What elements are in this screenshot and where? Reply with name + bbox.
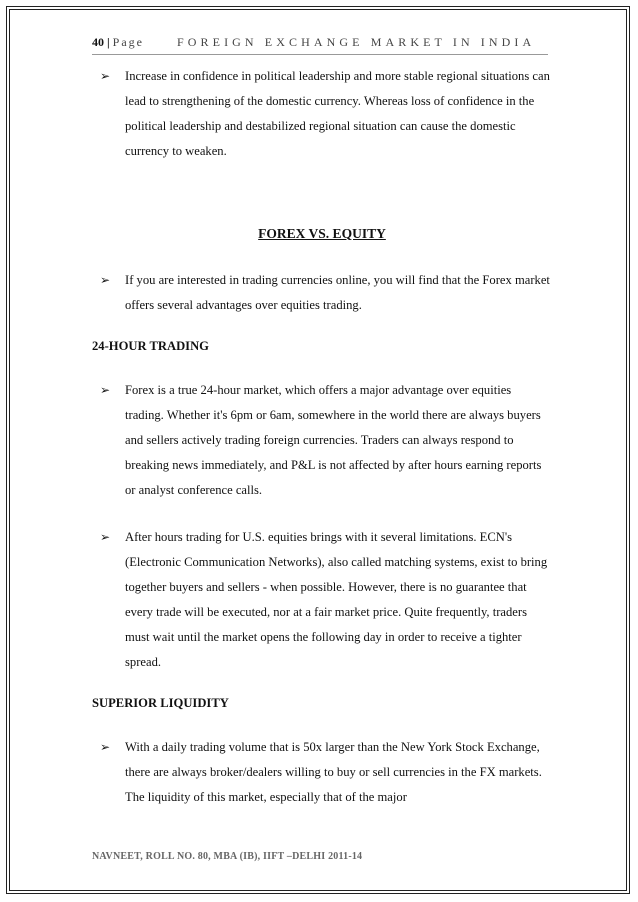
spacer [92, 503, 552, 525]
page-header [92, 35, 548, 55]
bullet-text: Increase in confidence in political leadership and more stable regional situations can lead to strengthening of the domestic currency. Whereas loss of confidence in the political leadership and destabilized regional situation can cause the domestic currency to weaken. [125, 69, 550, 158]
arrow-bullet-icon: ➢ [100, 383, 111, 397]
heading-superior-liquidity: SUPERIOR LIQUIDITY [92, 696, 229, 710]
bullet-after-hours [92, 525, 552, 675]
bullet-text: Forex is a true 24-hour market, which offers a major advantage over equities trading. Whether it's 6pm or 6am, somewhere in the world there are always buyers and sellers actively trading foreign currencies. Traders can always respond to breaking news immediately, and P&L is not affected by after hours earning reports or analyst conference calls. [125, 383, 542, 497]
page-body [92, 64, 552, 810]
arrow-bullet-icon: ➢ [100, 740, 111, 754]
page-number: 40 [92, 35, 104, 49]
bullet-text: If you are interested in trading currencies online, you will find that the Forex market offers several advantages over equities trading. [125, 273, 550, 312]
spacer [92, 675, 552, 693]
bullet-liquidity [92, 735, 552, 810]
spacer [92, 356, 552, 378]
arrow-bullet-icon: ➢ [100, 69, 111, 83]
spacer [92, 713, 552, 735]
bullet-text: With a daily trading volume that is 50x larger than the New York Stock Exchange, there are always broker/dealers willing to buy or sell currencies in the FX markets. The liquidity of this market, especially that of the major [125, 740, 542, 804]
bullet-political-confidence [92, 64, 552, 164]
running-title: FOREIGN EXCHANGE MARKET IN INDIA [177, 35, 536, 49]
arrow-bullet-icon: ➢ [100, 530, 111, 544]
page-footer: NAVNEET, ROLL NO. 80, MBA (IB), IIFT –DELHI 2011-14 [92, 851, 363, 862]
spacer [92, 318, 552, 336]
bullet-forex-advantages [92, 268, 552, 318]
bullet-text: After hours trading for U.S. equities brings with it several limitations. ECN's (Electronic Communication Networks), also called matching systems, exist to bring together buyers and sellers - when possible. However, there is no guarantee that every trade will be executed, nor at a fair market price. Quite frequently, traders must wait until the market opens the following day in order to receive a tighter spread. [125, 530, 548, 669]
header-separator: | [107, 35, 110, 49]
bullet-24-hour-market [92, 378, 552, 503]
arrow-bullet-icon: ➢ [100, 273, 111, 287]
header-rule [92, 54, 548, 55]
spacer [92, 164, 552, 226]
spacer [92, 242, 552, 268]
heading-24-hour-trading: 24-HOUR TRADING [92, 339, 209, 353]
section-title: FOREX VS. EQUITY [258, 226, 386, 241]
page-label: Page [112, 35, 144, 49]
